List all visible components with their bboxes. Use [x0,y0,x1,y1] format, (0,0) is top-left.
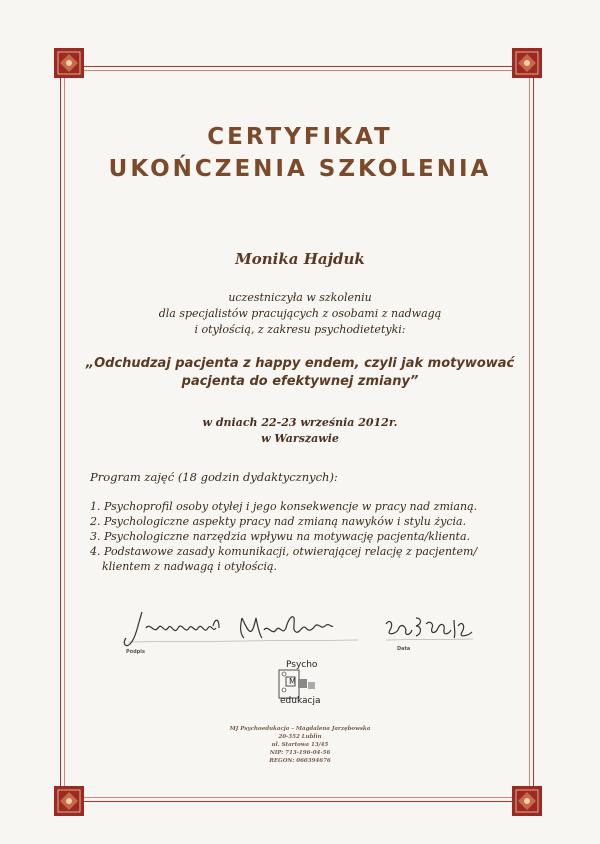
psychoedukacja-logo [278,660,324,708]
footer-company: MJ Psychoedukacja – Magdalena Jarzębowska [229,726,371,732]
intro-line: uczestniczyła w szkoleniu [228,291,372,304]
program-item: 2. Psychologiczne aspekty pracy nad zmianą nawyków i stylu życia. [90,515,467,528]
corner-ornament-bottom-left [54,786,84,816]
footer-street: ul. Startowa 13/45 [271,742,329,748]
corner-ornament-bottom-right [512,786,542,816]
certificate-title: CERTYFIKAT [207,124,393,150]
logo-text-middle: M [289,677,296,686]
intro-line: dla specjalistów pracujących z osobami z nadwagą [158,307,442,320]
intro-line: i otyłością, z zakresu psychodietetyki: [194,323,406,336]
training-location: w Warszawie [261,432,339,445]
participant-name: Monika Hajduk [235,250,365,268]
date-label: Data [397,646,411,652]
course-title-line: pacjenta do efektywnej zmiany” [181,374,419,389]
corner-ornament-top-right [512,48,542,78]
program-item: 4. Podstawowe zasady komunikacji, otwierającej relację z pacjentem/ [90,545,478,558]
program-item: 1. Psychoprofil osoby otyłej i jego konsekwencje w pracy nad zmianą. [90,500,478,513]
logo-text-top: Psycho [286,660,318,670]
footer-regon: REGON: 060394676 [269,758,331,764]
training-dates: w dniach 22-23 września 2012r. [202,416,398,429]
program-item: 3. Psychologiczne narzędzia wpływu na motywację pacjenta/klienta. [90,530,471,543]
footer-nip: NIP: 713-196-04-56 [269,750,331,756]
program-heading: Program zajęć (18 godzin dydaktycznych): [90,470,338,484]
program-item-continuation: klientem z nadwagą i otyłością. [102,560,278,573]
certificate-subtitle: UKOŃCZENIA SZKOLENIA [108,156,492,182]
corner-ornament-top-left [54,48,84,78]
logo-text-bottom: edukacja [280,696,321,706]
footer-city: 20-352 Lublin [278,734,322,740]
handwritten-signature-and-date [118,604,488,654]
course-title-line: „Odchudzaj pacjenta z happy endem, czyli jak motywować [85,356,515,371]
signature-label: Podpis [126,649,145,655]
